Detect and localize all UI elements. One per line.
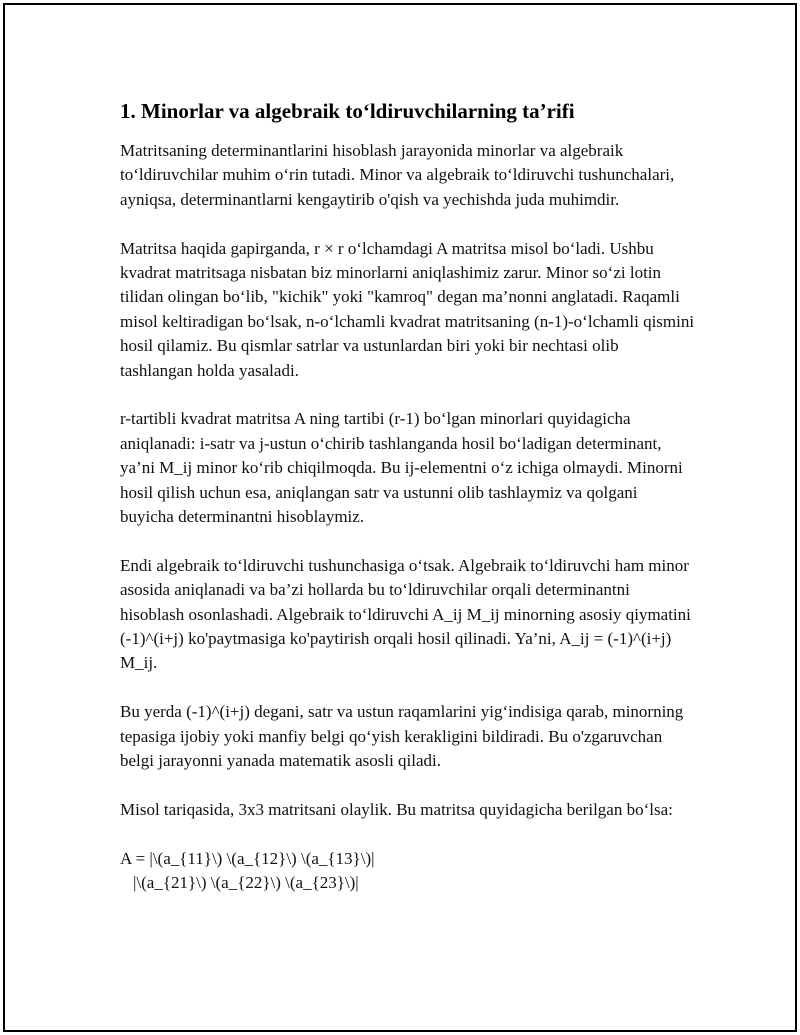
document-title: 1. Minorlar va algebraik to‘ldiruvchilarning ta’rifi xyxy=(120,99,575,123)
matrix-formula xyxy=(120,847,695,896)
formula-line-1: A = |\(a_{11}\) \(a_{12}\) \(a_{13}\)| xyxy=(120,848,375,868)
paragraph-minor-order: r-tartibli kvadrat matritsa A ning tartibi (r-1) bo‘lgan minorlari quyidagicha aniqlanadi: i-satr va j-ustun o‘chirib tashlanganda hosil bo‘ladigan determinant, ya’ni M_ij minor ko‘rib chiqilmoqda. Bu ij-elementni o‘z ichiga olmaydi. Minorni hosil qilish uchun esa, aniqlangan satr va ustunni olib tashlaymiz va qolgani buyicha determinantni hisoblaymiz. xyxy=(120,409,683,527)
page-frame xyxy=(3,3,797,1032)
paragraph-minor-definition: Matritsa haqida gapirganda, r × r o‘lchamdagi A matritsa misol bo‘ladi. Ushbu kvadrat matritsaga nisbatan biz minorlarni aniqlashimiz zarur. Minor so‘zi lotin tilidan olingan bo‘lib, "kichik" yoki "kamroq" degan ma’nonni anglatadi. Raqamli misol keltiradigan bo‘lsak, n-o‘lchamli kvadrat matritsaning (n-1)-o‘lchamli qismini hosil qilamiz. Bu qismlar satrlar va ustunlardan biri yoki bir nechtasi olib tashlangan holda yasaladi. xyxy=(120,238,695,380)
paragraph-intro: Matritsaning determinantlarini hisoblash jarayonida minorlar va algebraik to‘ldiruvchilar muhim o‘rin tutadi. Minor va algebraik to‘ldiruvchi tushunchalari, ayniqsa, determinantlarni kengaytirib o'qish va yechishda juda muhimdir. xyxy=(120,141,675,209)
document-body xyxy=(120,97,695,896)
paragraph-cofactor: Endi algebraik to‘ldiruvchi tushunchasiga o‘tsak. Algebraik to‘ldiruvchi ham minor asosida aniqlanadi va ba’zi hollarda bu to‘ldiruvchilar orqali determinantni hisoblash osonlashadi. Algebraik to‘ldiruvchi A_ij M_ij minorning asosiy qiymatini (-1)^(i+j) ko'paytmasiga ko'paytirish orqali hosil qilinadi. Ya’ni, A_ij = (-1)^(i+j) M_ij. xyxy=(120,555,691,673)
formula-line-2: |\(a_{21}\) \(a_{22}\) \(a_{23}\)| xyxy=(133,873,359,893)
paragraph-sign: Bu yerda (-1)^(i+j) degani, satr va ustun raqamlarini yig‘indisiga qarab, minorning tepasiga ijobiy yoki manfiy belgi qo‘yish kerakligini bildiradi. Bu o'zgaruvchan belgi jarayonni yanada matematik asosli qiladi. xyxy=(120,702,684,771)
paragraph-example: Misol tariqasida, 3x3 matritsani olaylik. Bu matritsa quyidagicha berilgan bo‘lsa: xyxy=(120,799,673,819)
